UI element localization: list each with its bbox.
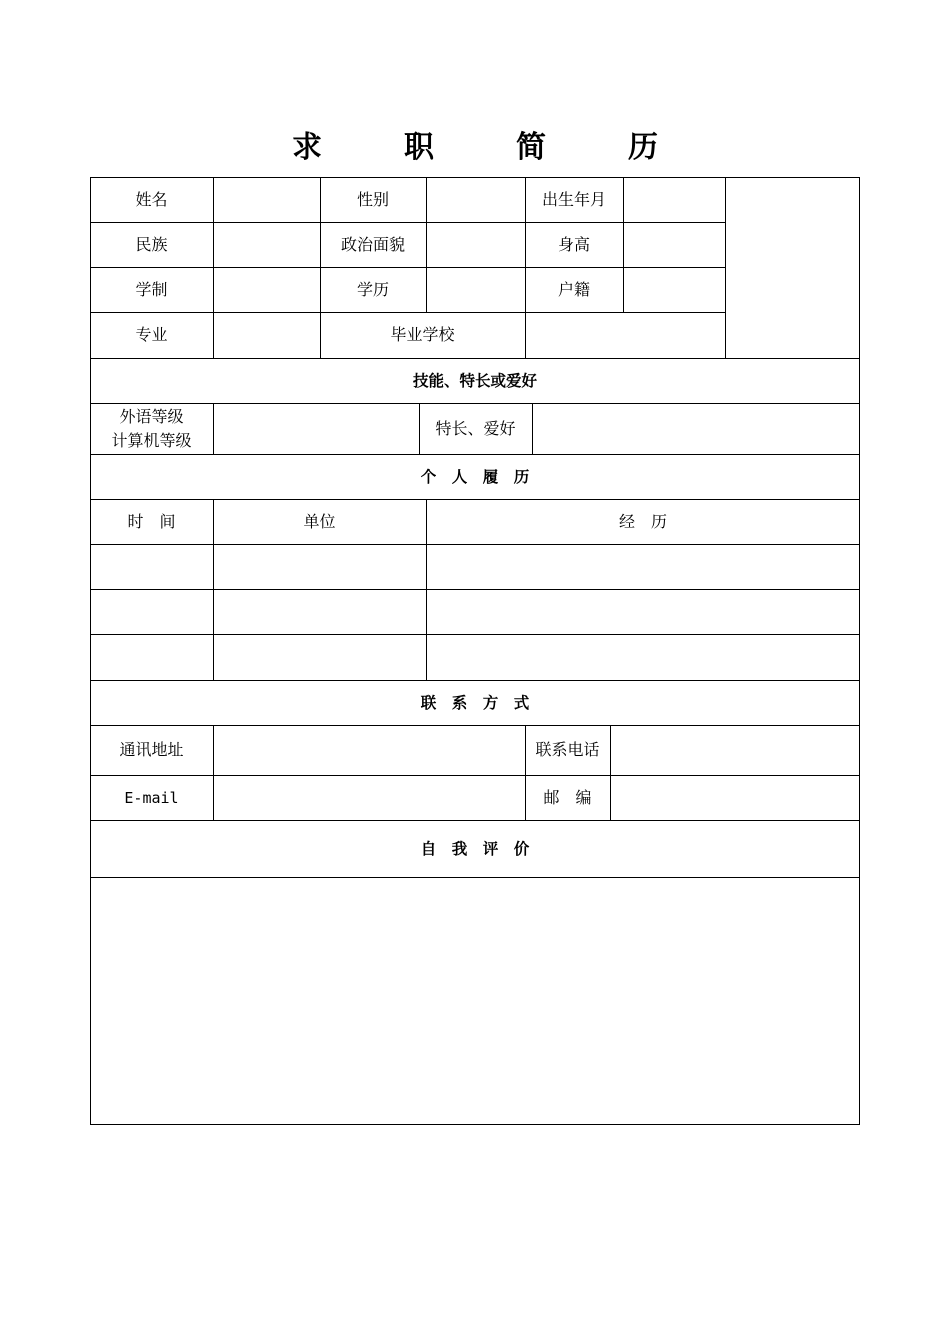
- postcode-field[interactable]: [611, 776, 859, 819]
- birth-field[interactable]: [624, 178, 724, 221]
- photo-area[interactable]: [726, 178, 859, 357]
- gender-label: 性别: [356, 189, 389, 209]
- self-eval-section-title: 自 我 评 价: [420, 839, 530, 858]
- hukou-label: 户籍: [557, 279, 590, 299]
- schooling-label: 学制: [135, 279, 168, 299]
- name-label: 姓名: [135, 189, 168, 209]
- ethnicity-label: 民族: [135, 234, 168, 254]
- name-field[interactable]: [214, 178, 319, 221]
- gender-field[interactable]: [427, 178, 524, 221]
- skills-section-title: 技能、特长或爱好: [412, 371, 537, 390]
- email-field[interactable]: [214, 776, 524, 819]
- history-row-unit[interactable]: [213, 544, 426, 589]
- history-row-unit[interactable]: [213, 634, 426, 680]
- major-field[interactable]: [214, 313, 319, 357]
- hobby-label: 特长、爱好: [435, 418, 516, 438]
- hukou-field[interactable]: [624, 268, 724, 311]
- contact-section-title: 联 系 方 式: [420, 693, 530, 712]
- history-row-experience[interactable]: [426, 634, 860, 680]
- history-col-experience: 经 历: [618, 511, 667, 531]
- history-row-experience[interactable]: [426, 589, 860, 634]
- political-label: 政治面貌: [340, 234, 405, 254]
- history-row-time[interactable]: [90, 544, 213, 589]
- email-label: E-mail: [124, 788, 179, 807]
- history-row-experience[interactable]: [426, 544, 860, 589]
- address-field[interactable]: [214, 726, 524, 774]
- history-row-time[interactable]: [90, 634, 213, 680]
- height-field[interactable]: [624, 223, 724, 266]
- history-col-time: 时 间: [127, 511, 176, 531]
- self-eval-field[interactable]: [91, 878, 859, 1124]
- education-field[interactable]: [427, 268, 524, 311]
- height-label: 身高: [557, 234, 590, 254]
- language-computer-field[interactable]: [214, 404, 418, 453]
- ethnicity-field[interactable]: [214, 223, 319, 266]
- birth-label: 出生年月: [541, 189, 606, 209]
- page-title: 求 职 简 历: [292, 130, 684, 165]
- hobby-field[interactable]: [533, 404, 859, 453]
- language-level-label: 外语等级: [119, 406, 184, 426]
- phone-label: 联系电话: [535, 740, 600, 759]
- computer-level-label: 计算机等级: [111, 430, 192, 450]
- address-label: 通讯地址: [119, 740, 184, 759]
- history-section-title: 个 人 履 历: [420, 467, 530, 486]
- schooling-field[interactable]: [214, 268, 319, 311]
- major-label: 专业: [135, 325, 168, 344]
- education-label: 学历: [356, 279, 389, 299]
- history-row-time[interactable]: [90, 589, 213, 634]
- political-field[interactable]: [427, 223, 524, 266]
- history-row-unit[interactable]: [213, 589, 426, 634]
- school-field[interactable]: [526, 313, 724, 357]
- postcode-label: 邮 编: [543, 787, 592, 807]
- phone-field[interactable]: [611, 726, 859, 774]
- language-computer-label: [90, 403, 213, 454]
- school-label: 毕业学校: [390, 325, 455, 344]
- history-col-unit: 单位: [303, 511, 336, 531]
